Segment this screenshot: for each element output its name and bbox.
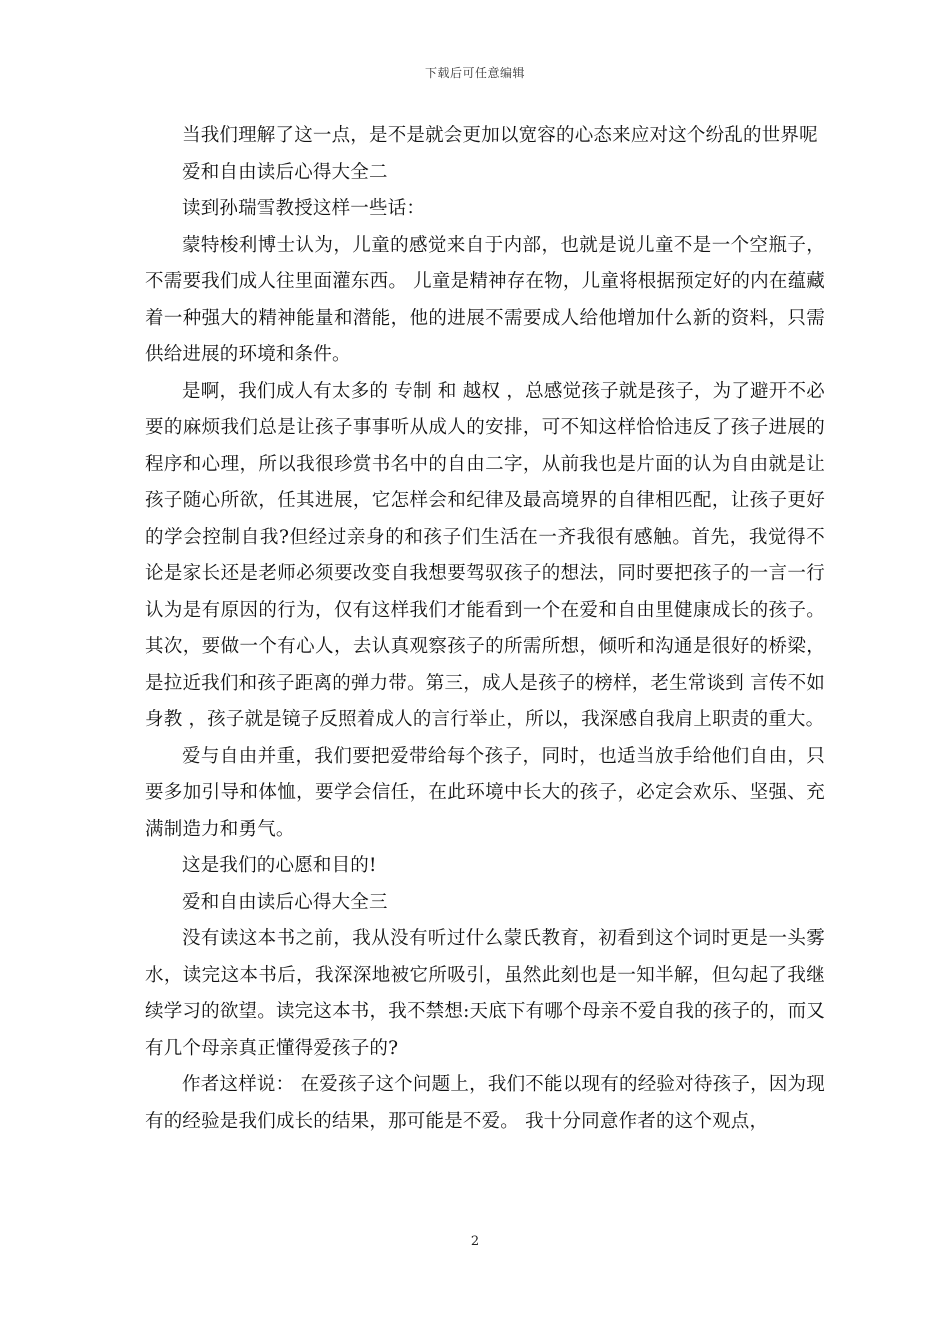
paragraph: 读到孙瑞雪教授这样一些话： (182, 198, 426, 219)
paragraph: 蒙特梭利博士认为，儿童的感觉来自于内部，也就是说儿童不是一个空瓶子，不需要我们成人往里面灌东西。 儿童是精神存在物，儿童将根据预定好的内在蕴藏着一种强大的精神能量和潜能，他的进展不需要成人给他增加什么新的资料，只需供给进展的环境和条件。 (145, 234, 825, 365)
paragraph: 没有读这本书之前，我从没有听过什么蒙氏教育，初看到这个词时更是一头雾水，读完这本书后，我深深地被它所吸引，虽然此刻也是一知半解，但勾起了我继续学习的欲望。读完这本书，我不禁想:天底下有哪个母亲不爱自我的孩子的，而又有几个母亲真正懂得爱孩子的? (145, 928, 825, 1059)
paragraph: 是啊，我们成人有太多的 专制 和 越权 ，总感觉孩子就是孩子，为了避开不必要的麻烦我们总是让孩子事事听从成人的安排，可不知这样恰恰违反了孩子进展的程序和心理，所以我很珍赏书名中的自由二字，从前我也是片面的认为自由就是让孩子随心所欲，任其进展，它怎样会和纪律及最高境界的自律相匹配，让孩子更好的学会控制自我?但经过亲身的和孩子们生活在一齐我很有感触。首先，我觉得不论是家长还是老师必须要改变自我想要驾驭孩子的想法，同时要把孩子的一言一行认为是有原因的行为，仅有这样我们才能看到一个在爱和自由里健康成长的孩子。其次，要做一个有心人，去认真观察孩子的所需所想，倾听和沟通是很好的桥梁，是拉近我们和孩子距离的弹力带。第三，成人是孩子的榜样，老生常谈到 言传不如身教 ，孩子就是镜子反照着成人的言行举止，所以，我深感自我肩上职责的重大。 (145, 380, 825, 730)
page-header: 下载后可任意编辑 (424, 66, 525, 80)
document-body (145, 118, 825, 1140)
section-title: 爱和自由读后心得大全三 (182, 891, 388, 913)
section-title: 爱和自由读后心得大全二 (182, 161, 388, 183)
paragraph: 当我们理解了这一点，是不是就会更加以宽容的心态来应对这个纷乱的世界呢 (182, 125, 818, 146)
paragraph: 这是我们的心愿和目的! (182, 855, 377, 876)
paragraph: 作者这样说： 在爱孩子这个问题上，我们不能以现有的经验对待孩子，因为现有的经验是我们成长的结果，那可能是不爱。 我十分同意作者的这个观点， (145, 1074, 825, 1132)
page-number: 2 (470, 1234, 480, 1249)
paragraph: 爱与自由并重，我们要把爱带给每个孩子，同时，也适当放手给他们自由，只要多加引导和体恤，要学会信任，在此环境中长大的孩子，必定会欢乐、坚强、充满制造力和勇气。 (145, 745, 825, 840)
